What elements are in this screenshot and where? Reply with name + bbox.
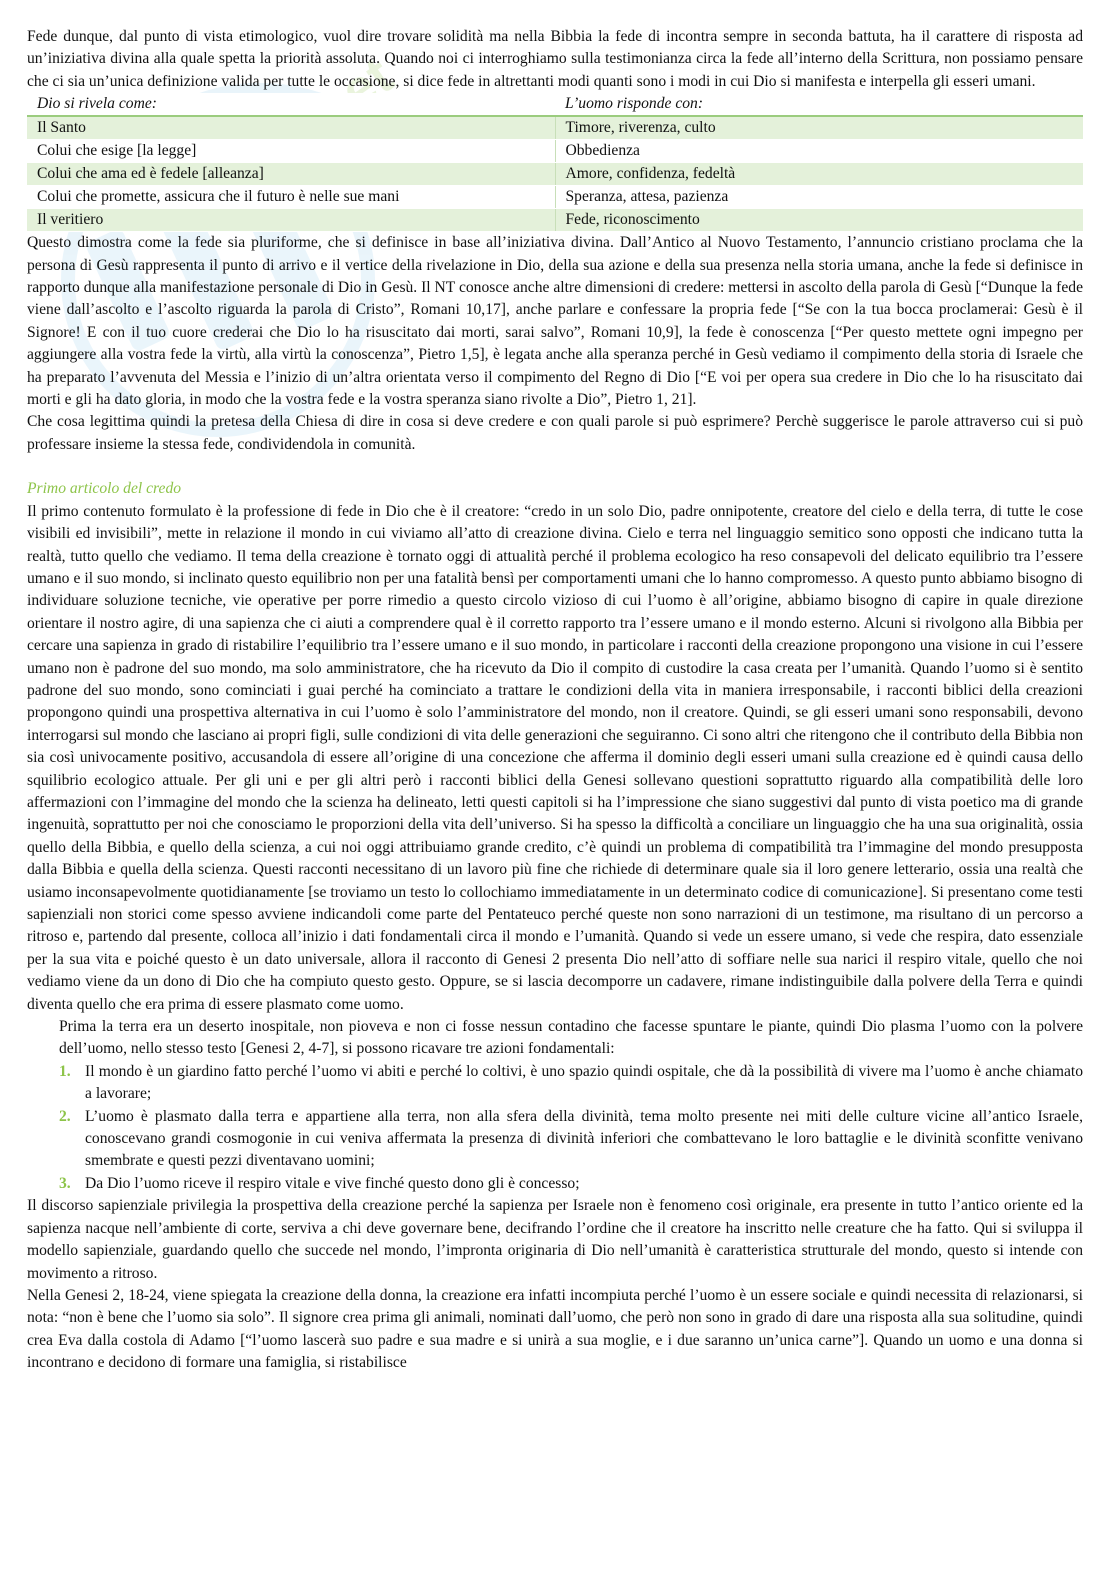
table-header-left: Dio si rivela come: (27, 93, 555, 116)
paragraph-genesis-intro: Prima la terra era un deserto inospitale, non pioveva e non ci fosse nessun contadino che facesse spuntare le piante, quindi Dio plasma l’uomo con la polvere dell’uomo, nello stesso testo [Genesi 2, 4-7], si possono ricavare tre azioni fondamentali: (59, 1018, 1083, 1058)
table-cell-left: Colui che ama ed è fedele [alleanza] (27, 163, 555, 186)
table-row (27, 140, 1083, 163)
paragraph-faith-forms: Questo dimostra come la fede sia pluriforme, che si definisce in base all’iniziativa divina. Dall’Antico al Nuovo Testamento, l’annuncio cristiano proclama che la persona di Gesù rappresenta il punto di arrivo e il vertice della rivelazione in Dio, della sua azione e della sua presenza nella storia umana, anche la fede si definisce in rapporto dunque alla manifestazione personale di Dio in Gesù. Il NT conosce anche altre dimensioni di credere: mettersi in ascolto della parola di Gesù [“Dunque la fede viene dall’ascolto e l’ascolto riguarda la parola di Cristo”, Romani 10,17], anche parlare e confessare la propria fede [“Se con la tua bocca proclamerai: Gesù è il Signore! E con il tuo cuore crederai che Dio lo ha risuscitato dai morti, sarai salvo”, Romani 10,9], la fede è conoscenza [“Per questo mettete ogni impegno per aggiungere alla vostra fede la virtù, alla virtù la conoscenza”, Pietro 1,5], è legata anche alla speranza perché in Gesù vediamo il compimento della storia di Israele che ha preparato l’avvenuta del Messia e l’inizio di un’altra orientata verso il compimento del Regno di Dio [“E voi per opera sua credere in Dio che lo ha risuscitato dai morti e gli ha dato gloria, in modo che la vostra fede e la vostra speranza siano rivolte a Dio”, Pietro 1, 21]. (27, 234, 1083, 409)
table-cell-left: Colui che promette, assicura che il futuro è nelle sue mani (27, 186, 555, 209)
revelation-response-table (27, 93, 1083, 232)
list-item (59, 1173, 1083, 1195)
table-cell-right: Timore, riverenza, culto (555, 116, 1083, 140)
table-row (27, 186, 1083, 209)
table-cell-right: Speranza, attesa, pazienza (555, 186, 1083, 209)
list-number: 3. (59, 1174, 71, 1192)
table-cell-left: Colui che esige [la legge] (27, 140, 555, 163)
fundamental-actions-list (59, 1061, 1083, 1195)
list-item-text: L’uomo è plasmato dalla terra e appartiene alla terra, non alla sfera della divinità, tema molto presente nei miti delle culture vicine all’antico Israele, conoscevano grandi cosmogonie in cui veniva affermata la presenza di divinità inferiori che combattevano le loro battaglie e le divinità sconfitte venivano smembrate e questi pezzi diventavano uomini; (85, 1107, 1083, 1170)
document-page (27, 26, 1083, 1375)
table-cell-right: Amore, confidenza, fedeltà (555, 163, 1083, 186)
list-item-text: Il mondo è un giardino fatto perché l’uomo vi abiti e perché lo coltivi, è uno spazio quindi ospitale, che dà la possibilità di vivere ma l’uomo è anche chiamato a lavorare; (85, 1062, 1083, 1103)
paragraph-creation: Il primo contenuto formulato è la professione di fede in Dio che è il creatore: “credo in un solo Dio, padre onnipotente, creatore del cielo e della terra, di tutte le cose visibili ed invisibili”, mette in relazione il mondo in cui viviamo all’atto di creazione divina. Cielo e terra nel linguaggio semitico sono opposti che indicano tutta la realtà, tutto quello che vediamo. Il tema della creazione è tornato oggi di attualità perché il problema ecologico ha reso consapevoli del delicato equilibrio tra l’essere umano e il suo mondo, si inclinato questo equilibrio non per una fatalità bensì per comportamenti umani che lo hanno compromesso. A questo punto abbiamo bisogno di individuare soluzione tecniche, vie operative per porre rimedio a questo circolo vizioso di cui l’uomo è all’origine, abbiamo bisogno di capire in quale direzione orientare il nostro agire, di una sapienza che ci aiuti a comprendere qual è il corretto rapporto tra l’essere umano e il mondo esterno. Alcuni si rivolgono alla Bibbia per cercare una sapienza in grado di ristabilire l’equilibrio tra l’essere umano e il suo mondo, in particolare i racconti della creazione propongono una visione in cui l’essere umano non è padrone del suo mondo, ma solo amministratore, che ha ricevuto da Dio il compito di custodire la casa creata per l’umanità. Quando l’uomo si è sentito padrone del suo mondo, sono cominciati i guai perché ha cominciato a trattare le condizioni della vita in maniera irresponsabile, i racconti biblici della creazioni propongono quindi una prospettiva alternativa in cui l’uomo è solo l’amministratore del mondo, non il creatore. Quindi, se gli esseri umani sono responsabili, devono interrogarsi sul mondo che lasciano ai propri figli, sulle condizioni di vita delle generazioni che seguiranno. Ci sono altri che ritengono che il contributo della Bibbia non sia così univocamente positivo, accusandola di essere all’origine di una concezione che afferma il dominio degli esseri umani sulla creazione ed è quindi causa dello squilibrio ecologico attuale. Per gli uni e per gli altri però i racconti biblici della Genesi sollevano questioni soprattutto riguardo alla compatibilità delle loro affermazioni con l’immagine del mondo che la scienza ha delineato, letti questi capitoli si ha l’impressione che siano suggestivi dal punto di vista poetico ma di grande ingenuità, soprattutto per noi che conosciamo le proporzioni della vita dell’universo. Si ha spesso la difficoltà a conciliare un linguaggio che ha una sua originalità, ossia quello della Bibbia, e quello della scienza, a cui noi oggi attribuiamo grande credito, c’è quindi un problema di compatibilità tra l’immagine del mondo presupposta dalla Bibbia e quella della scienza. Questi racconti necessitano di un lavoro più fine che richiede di determinare quale sia il loro genere letterario, ossia una realtà che usiamo inconsapevolmente quotidianamente [se troviamo un testo lo collochiamo immediatamente in un determinato codice di comunicazione]. Si presentano come testi sapienziali non storici come spesso avviene indicandoli come parte del Pentateuco perché queste non sono narrazioni di un testimone, ma risultano di un percorso a ritroso e, partendo dal presente, colloca all’inizio i dati fondamentali circa il mondo e l’umanità. Quando si vede un essere umano, si vede che respira, dato essenziale per la sua vita e poiché questo è un dato universale, allora il racconto di Genesi 2 presenta Dio nell’atto di soffiare nelle sua narici il respiro vitale, quello che noi vediamo viene da un dono di Dio che ha compiuto questo gesto. Oppure, se si lascia decomporre un cadavere, rimane indistinguibile dalla polvere della Terra e quindi diventa quello che era prima di essere plasmato come uomo. (27, 502, 1083, 1013)
table-row (27, 163, 1083, 186)
list-item (59, 1106, 1083, 1173)
paragraph-wisdom: Il discorso sapienziale privilegia la prospettiva della creazione perché la sapienza per Israele non è fenomeno così originale, era presente in tutto l’antico oriente ed la sapienza nacque nell’ambiente di corte, serviva a chi deve governare bene, decifrando l’ordine che il creatore ha inscritto nelle creature che ha fatto. Qui si sviluppa il modello sapienziale, guardando quello che succede nel mondo, l’impronta originaria di Dio nell’umanità è caratteristica strutturale del mondo, questo si intende con movimento a ritroso. (27, 1197, 1083, 1282)
list-number: 1. (59, 1062, 71, 1080)
paragraph-church-question: Che cosa legittima quindi la pretesa della Chiesa di dire in cosa si deve credere e con quali parole si può esprimere? Perchè suggerisce le parole attraverso cui si può professare insieme la stessa fede, condividendola in comunità. (27, 413, 1083, 453)
table-row (27, 116, 1083, 140)
intro-paragraph: Fede dunque, dal punto di vista etimologico, vuol dire trovare solidità ma nella Bibbia la fede di incontra sempre in seconda battuta, ha il carattere di risposta ad un’iniziativa divina alla quale spetta la priorità assoluta. Quando noi ci interroghiamo sulla testimonianza circa la fede all’interno della Scrittura, non possiamo pensare che ci sia un’unica definizione valida per tutte le occasione, si dice fede in altrettanti modi quanti sono i modi in cui Dio si manifesta e interpella gli esseri umani. (27, 28, 1083, 90)
table-cell-left: Il Santo (27, 116, 555, 140)
table-row (27, 209, 1083, 232)
list-item-text: Da Dio l’uomo riceve il respiro vitale e vive finché questo dono gli è concesso; (85, 1174, 580, 1192)
list-item (59, 1061, 1083, 1106)
section-heading: Primo articolo del credo (27, 480, 182, 498)
table-cell-left: Il veritiero (27, 209, 555, 232)
paragraph-woman-creation: Nella Genesi 2, 18-24, viene spiegata la creazione della donna, la creazione era infatti incompiuta perché l’uomo è un essere sociale e quindi necessita di relazionarsi, si nota: “non è bene che l’uomo sia solo”. Il signore crea prima gli animali, nominati dall’uomo, che però non sono in grado di dare una risposta alla sua solitudine, quindi crea Eva dalla costola di Adamo [“l’uomo lascerà suo padre e sua madre e si unirà a sua moglie, e i due saranno un’unica carne”]. Quando un uomo e una donna si incontrano e decidono di formare una famiglia, si ristabilisce (27, 1286, 1083, 1372)
table-header-right: L’uomo risponde con: (555, 93, 1083, 116)
list-number: 2. (59, 1107, 71, 1125)
table-cell-right: Obbedienza (555, 140, 1083, 163)
table-cell-right: Fede, riconoscimento (555, 209, 1083, 232)
